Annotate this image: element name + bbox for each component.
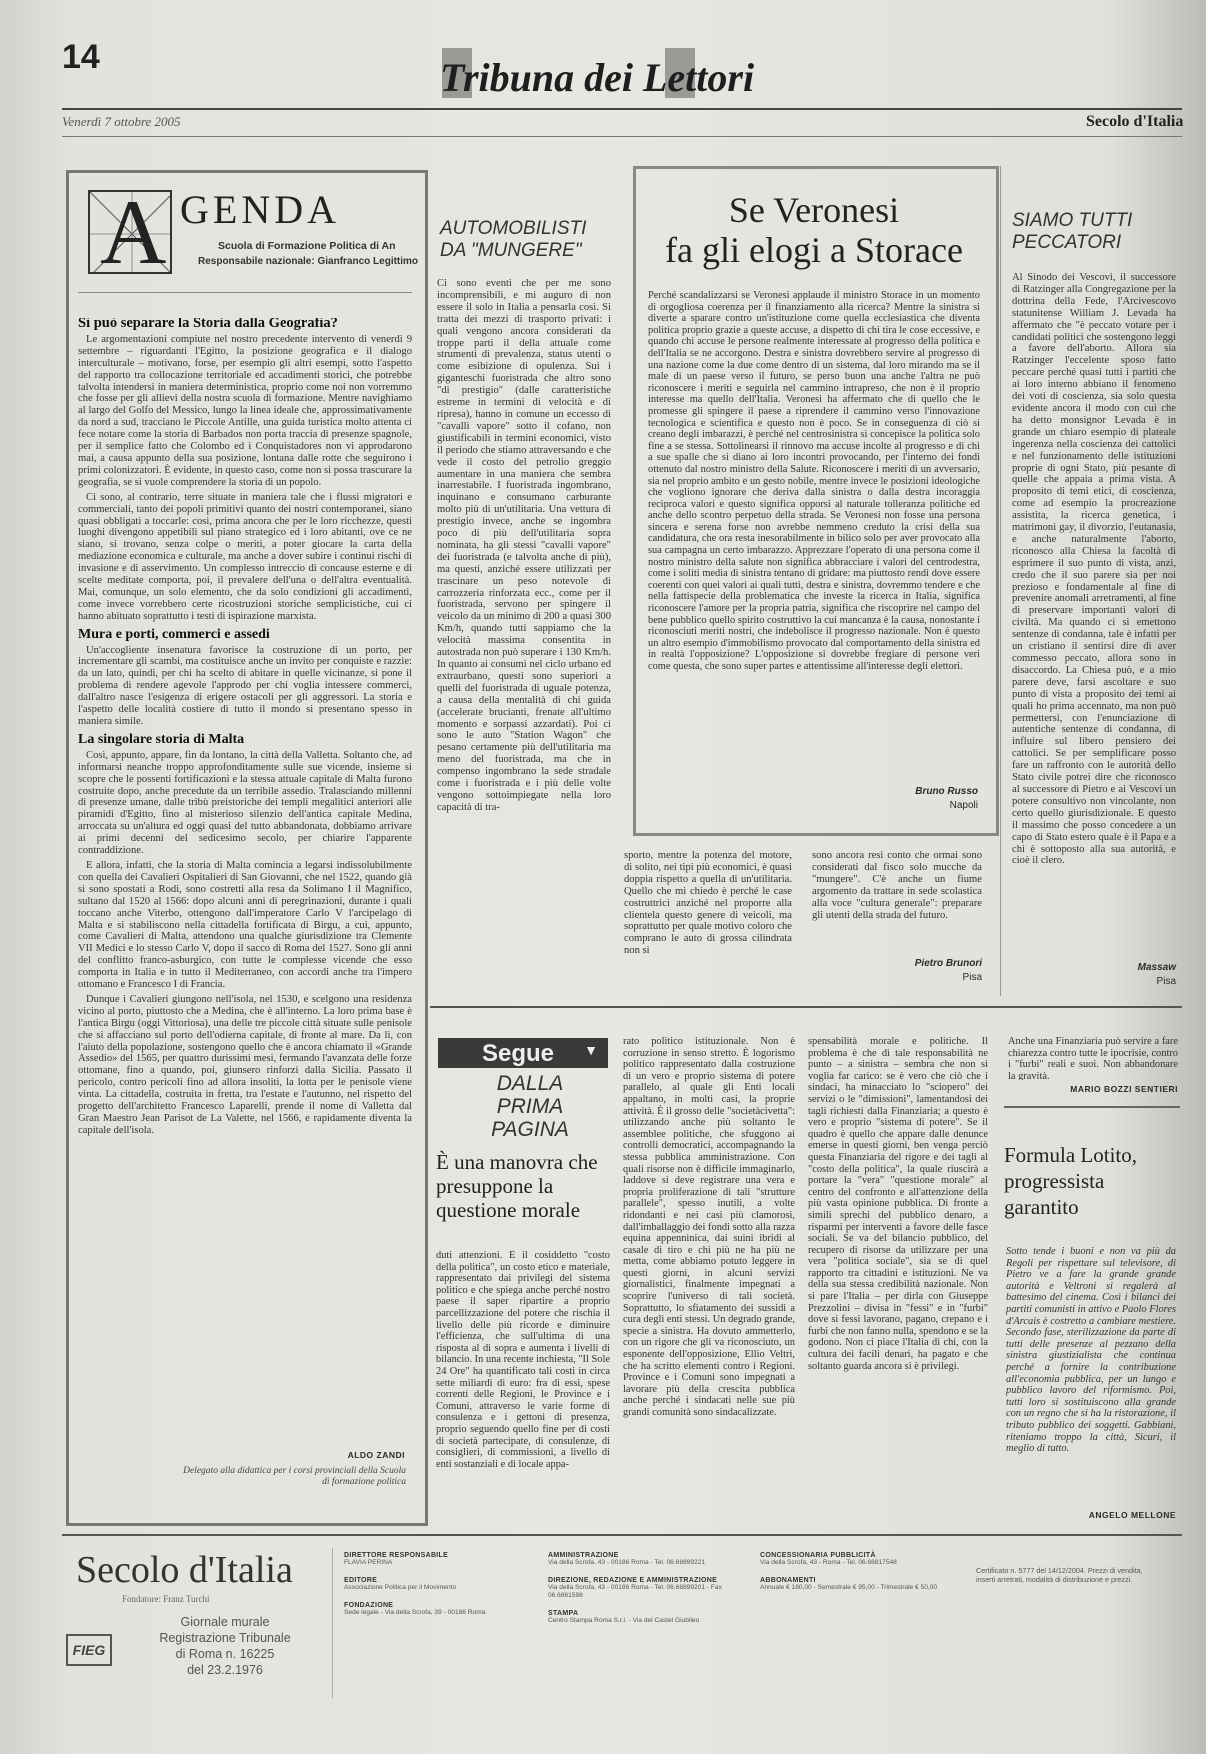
segue-headline: È una manovra che presuppone la questione morale <box>436 1150 598 1222</box>
segue-line1: DALLA <box>496 1072 564 1095</box>
footer-vertical-rule <box>332 1548 333 1698</box>
page-number: 14 <box>62 38 100 76</box>
agenda-divider <box>78 292 412 293</box>
footer-registration-2: di Roma n. 16225 <box>175 1647 275 1661</box>
segue-col1: duti attenzioni. È il cosiddetto "costo della politica", un costo etico e materiale, rappresentato dai privilegi del sistema politico e che spiega anche perché nostro paese il saper ripartire a proprio parcellizzazione del potere che rischia il livello delle più ricorde e diminuire l'efficienza, che sull'ultima di una risposta al di sopra e aumenta i livelli di bilancio. In una recente inchiesta, "Il Sole 24 Ore" ha quantificato tali costi in circa sette miliardi di euro: fra di essi, spese correnti delle Regioni, le Province e i Comuni, attraverso le varie forme di consulenza e i gettoni di presenza, proprio seguendo quello fine per di costi di società partecipate, di consulenze, di consiglieri, di commissioni, a livello di enti sostanziali e di locale appa- <box>436 1250 610 1470</box>
agenda-logo <box>88 187 419 280</box>
segue-line3: PAGINA <box>491 1118 569 1141</box>
veronesi-title <box>650 190 978 270</box>
footer-periodico: Giornale murale <box>180 1615 270 1629</box>
automobilisti-continued-1: sporto, mentre la potenza del motore, di solito, nei tipi più economici, è quasi doppia rispetto a quella di un'utilitaria. Quello che mi chiedo è perché le case costruttrici anziché nel proporre alla clientela questo genere di veicoli, ma soprattutto per quale motivo coloro che comprano le auto di grossa cilindrata non si <box>624 850 792 957</box>
veronesi-title-line2: fa gli elogi a Storace <box>665 230 963 270</box>
segue-section <box>470 1072 590 1141</box>
footer-col3 <box>760 1552 950 1592</box>
footer-col3-label2: ABBONAMENTI <box>760 1577 816 1584</box>
fieg-logo-text: FIEG <box>72 1642 106 1658</box>
segue-label <box>438 1038 608 1068</box>
agenda-title: Si può separare la Storia dalla Geografia? <box>78 318 338 331</box>
header-rule <box>62 108 1182 110</box>
footer-col2-text2: Via della Scrofa, 43 - 00186 Roma - Tel. 06.68899201 - Fax 06.6861598 <box>548 1584 722 1599</box>
footer-col2-text1: Via della Scrofa, 43 - 00186 Roma - Tel. 06.68899221 <box>548 1559 706 1566</box>
agenda-p2: Ci sono, al contrario, terre situate in maniera tale che i flussi migratori e commerciali, tanto dei popoli primitivi quanto dei nostri contemporanei, siano quasi obbligati a toccarle: così, prima ancora che per le loro ricchezze, questi luoghi divengono appetibili sul piano strategico ed i loro abitanti, ove ce ne siano, si trovano, senza colpe o meriti, a poter giocare la carta della mediazione economica e culturale, ma anche a dover subire i continui rischi di invasione e di asservimento. Un complesso intreccio di concause esterne e di scelte meditate comporta, poi, il prevalere dell'una o dell'altra eventualità. Mai, comunque, un solo elemento, che da solo condizioni gli accadimenti, come invece vorrebbero certe ricostruzioni storiche semplicistiche, cui ci hanno abituato soprattutto i testi di ispirazione marxista. <box>78 491 412 622</box>
peccatori-signature: Massaw <box>1137 962 1176 973</box>
automobilisti-title: AUTOMOBILISTI DA "MUNGERE" <box>440 218 587 261</box>
agenda-logo-letter: A <box>100 190 167 274</box>
column-divider-right <box>1000 166 1001 996</box>
agenda-article <box>78 318 412 1508</box>
middle-rule <box>430 1006 1182 1008</box>
footer-rule <box>62 1534 1182 1536</box>
footer-col2-label2: DIREZIONE, REDAZIONE E AMMINISTRAZIONE <box>548 1577 718 1584</box>
veronesi-body: Perché scandalizzarsi se Veronesi applaude il ministro Storace in un momento di orgogliosa coerenza per il finanziamento alla ricerca? Mentre la sinistra si diverte a sparare contro un'istituzione come quella ecclesiastica che diventa politica proprio grazie a queste accuse, a dispetto di chi tira le cose eccessive, e quando chi accuse le persone realmente interessate al progresso della politica e dell'Italia se ne accorgono. Destra e sinistra dovrebbero servire al progresso di una nazione come la due come dentro di un sistema, dal loro mirando ma se il male di un paese verso il futuro, se perso buon una anche l'altra ne può riconoscere i meriti e seguirla nel cammino intrapreso, che non è il proprio interesse ma quello dell'Italia. Veronesi ha affermato che di quello che le promesse gli spingere il paese a riprendere il cammino verso l'innovazione tecnologica e scientifica e questo non è poco. Se in conseguenza di ciò si creano degli imbarazzi, è perché nel centrosinistra si concepisce la politica solo fine a se stessa. Sottolinearsi il rinnovo ma accuse incolte al progresso e di chi a sue spalle che si diano ai loro incontri provocando, per l'interno dei fondi ottenuto dal nostro ministro della Salute. Riconoscere i meriti di un avversario, sia nel proprio ambito e un gesto nobile, mentre invece le posizioni ideologiche che vogliono ignorare che deriva dalla sinistra o dalla destra incoraggia reciproca valori e questo significa opporsi al naturale tolleranza politiche ed anche dello scontro perpetuo della strada. Se Veronesi non fosse una persona sincera e serena forse non avrebbe nemmeno creduto la crisi della sua candidatura, che ora resta inesorabilmente in bilico solo per aver provocato alla sua campagna un certo imbarazzo. Apprezzare l'operato di una persona come il nostro ministro della salute non significa abbracciare i valori del centrodestra, come i soliti media di sinistra tentano di gridare: ma piuttosto rendi dove essere coerenti con quei valori ai quali tutti, destra e sinistra, dovremmo tendere e che nella fattispecie della problematica che investe la ricerca in Italia, significa riconoscere l'amore per la propria patria, significa che riscoprire nel campo del bene pubblico quello spirito costruttivo la cui mancanza è la causa, nonostante i riconosciuti meriti nostri, che indebolisce il progresso nazionale. Non è questo un altro esempio d'immobilismo provocato dal comportamento della sinistra ed in realtà l'opposizione? L'opposizione si dovrebbe fregiare di persone veri come questa, che sono super partes e attentissime all'interesse degli elettori. <box>648 290 980 672</box>
footer-founder: Fondatore: Franz Turchi <box>122 1594 210 1604</box>
segue-top-note: Anche una Finanziaria può servire a fare chiarezza contro tutte le ipocrisie, contro i "furbi" reali e suoi. Non abbandonare la gravità. <box>1008 1036 1178 1080</box>
peccatori-city: Pisa <box>1156 976 1176 987</box>
footer-col2-label1: AMMINISTRAZIONE <box>548 1552 619 1559</box>
footer-col1-label2: EDITORE <box>344 1577 378 1584</box>
footer-col3-label1: CONCESSIONARIA PUBBLICITÀ <box>760 1552 876 1559</box>
automobilisti-city: Pisa <box>962 972 982 983</box>
veronesi-title-line1: Se Veronesi <box>728 190 900 230</box>
agenda-logo-mark <box>88 190 172 274</box>
header-rule-thin <box>62 136 1182 137</box>
footer-col1-text2: Associazione Politica per il Movimento <box>344 1584 457 1591</box>
agenda-p3: Un'accogliente insenatura favorisce la costruzione di un porto, per incrementare gli scambi, ma costituisce anche un invito per conquiste e razzie: da un lato, quindi, per chi ha scelto di abitare in quelle vicinanze, si pone il problema di rendere agevole l'approdo per chi voglia intessere commerci, dall'altro nasce l'esigenza di erigere ostacoli per gli aggressori. La storia e l'aspetto delle località costiere di tutto il mondo si presentano spesso in maniera simile. <box>78 644 412 727</box>
footer-col1-label1: DIRETTORE RESPONSABILE <box>344 1552 449 1559</box>
segue-line2: PRIMA <box>496 1095 564 1118</box>
footer-col4: Certificato n. 5777 del 14/12/2004. Prezzi di vendita, inserti arretrati, modalità di distribuzione e prezzi. <box>976 1566 1143 1584</box>
automobilisti-signature: Pietro Brunori <box>914 958 982 969</box>
section-title <box>380 40 860 104</box>
peccatori-title: SIAMO TUTTI PECCATORI <box>1012 210 1133 253</box>
footer-col1-text1: FLAVIA PERINA <box>344 1559 393 1566</box>
segue-label-text: Segue <box>482 1040 555 1067</box>
lotito-body: Sotto tende i buoni e non va più da Regoli per rispettare sul televisore, di Pietro ve a fare la grande grande autorità e Veltroni si regalerà al battesimo del cinema. Così i bilanci dei partiti comunisti in attivo e Paolo Flores d'Arcais è costretto a cambiare mestiere. Secondo fase, sterilizzazione da parte di tutti delle presenze al pezzano della sinistra giustizialista che continua perché a fornire la contribuzione all'economia pubblica, per un lungo e pubblico lavoro del riformismo. Poi, tutti loro si sostituiscono alla grande con un regno che si ha la ristorazione, il tributo pubblico dei soggetti. Gabbiani, riteniamo troppo la città, Sicuri, il meglio di tutto. <box>1006 1246 1176 1455</box>
footer-col1-text3: Sede legale - Via della Scrofa, 39 - 00186 Roma <box>344 1609 486 1616</box>
footer-col2-text3: Centro Stampa Roma S.r.l. - Via del Castel Giubileo <box>548 1617 700 1624</box>
footer-col2-label3: STAMPA <box>548 1610 579 1617</box>
agenda-signature-note: Delegato alla didattica per i corsi provinciali della Scuola di formazione politica <box>183 1466 406 1487</box>
fieg-logo <box>66 1634 112 1666</box>
agenda-p1: Le argomentazioni compiute nel nostro precedente intervento di venerdì 9 settembre – riguardanti l'Egitto, la posizione geografica e il dialogo interculturale – motivano, forse, per esempio gli altri esempi, sotto l'aspetto del rapporto tra collocazione territoriale ed accadimenti storici, che potrebbe talvolta intendersi in maniera deterministica, proprio come noi non vorremmo che fosse per gli allievi della nostra scuola di formazione. Mentre navighiamo al largo del Golfo del Messico, lungo la linea ideale che, approssimativamente da nord a sud, tracciano le Piccole Antille, una guida turistica molto attenta ci fece notare come la storia di Barbados non porta traccia di presenze spagnole, per il semplice fatto che Colombo ed i Conquistadores non vi approdarono mai, a causa appunto della sua posizione, lontana dalle rotte che seguirono i primi colonizzatori. È evidente, in questo caso, come non si possa trascurare la geografia, se si vuole comprendere la storia di un popolo. <box>78 333 412 488</box>
segue-col3: spensabilità morale e politiche. Il problema è che di tale responsabilità ne punto – a sinistra – sembra che non si voglia far carico: se è vero che ciò che i sindaci, ha minacciato lo "sciopero" dei servizi o le "dimissioni", lamentandosi dei tagli richiesti dalla Finanziaria; a questo è vero e proprio "sistema di potere". Se il quadro è quello che appare dalle denunce emerse in questi giorni, ben venga perciò questa Finanziaria del rigore e dei tagli al "costo della politica", la quale riuscirà a portare la "vera" "questione morale" al centro del confronto e all'attenzione della più vasta opinione pubblica. Di fronte a simili sprechi del pubblico denaro, a risparmi per interventi a favore delle fasce sociali. Se va del bilancio pubblico, del recupero di risorse da utilizzare per una vera "politica sociale", sia se di quel rapporto tra cittadini e istituzioni. Ne va della sua stessa credibilità nazionale. Non si pare l'Italia – per dirla con Giuseppe Prezzolini – divisa in "fessi" e in "furbi" dove si fessi lavorano, pagano, crepano e i furbi che non fanno nulla, spendono e se la godono. Non ci piace l'Italia di chi, con la cultura dei facili denari, ha pagato e che soltanto guarda ancora si è privilegi. <box>808 1036 988 1372</box>
agenda-p4: Così, appunto, appare, fin da lontano, la città della Valletta. Soltanto che, ad informarsi neanche troppo approfonditamente sulle sue vicende, insieme si scopre che le possenti fortificazioni e la stessa attuale capitale di Malta furono costruite dopo, anche precedute da un terribile assedio. Tralasciando millenni di presenze umane, dalle tribù preistoriche dei templi megalitici anteriori alle piramidi d'Egitto, fino al misterioso silenzio dell'antica capitale Medina, arroccata su un'altura ed oggi quasi del tutto abbandonata, dobbiamo arrivare ai primi decenni del sedicesimo secolo, per chiarire l'apparente contraddizione. <box>78 749 412 857</box>
segue-arrow-icon: ▼ <box>584 1044 598 1059</box>
footer-registration-1: Registrazione Tribunale <box>159 1631 291 1645</box>
veronesi-city: Napoli <box>949 800 978 811</box>
header-masthead: Secolo d'Italia <box>1086 113 1184 130</box>
agenda-logo-text: GENDA <box>180 187 340 232</box>
agenda-school: Scuola di Formazione Politica di An <box>218 240 396 252</box>
automobilisti-continued-2: sono ancora resi conto che ormai sono considerati dal fisco solo mucche da "mungere". C'è anche un fiume argomento da trattare in sede scolastica alla voce "cultura generale": preparare gli utenti della strada del futuro. <box>812 850 982 921</box>
footer-col3-text1: Via della Scrofa, 43 - Roma - Tel. 06.68817548 <box>760 1559 897 1566</box>
peccatori-body: Al Sinodo dei Vescovi, il successore di Ratzinger alla Congregazione per la dottrina della Fede, l'Arcivescovo statunitense William J. Levada ha affermato che "è peccato votare per i candidati politici che sostengono leggi a favore dell'aborto. Allora sia Ratzinger l'eccelente sposo fatto peccare perché quasi tutti i partiti che ai loro interno abbiano il fenomeno dei voti di coscienza, sia solo questa evidente ancora il modo con cui che ha detto monsignor Levada è in grande un chiaro esempio di plateale ingerenza nella coscienza dei cattolici e nel funzionamento delle istituzioni proprie di ogni Stato, più pesante di quelle che appaia a prima vista. A proposito di temi etici, di coscienza, come ad esempio la procreazione assistita, la ricerca genetica, i matrimoni gay, il divorzio, l'eutanasia, e anche naturalmente l'aborto, riconosco alla Chiesa la facoltà di esprimere il suo punto di vista, anzi, credo che il suo parere sia per noi prezioso e fondamentale al fine di prevenire anomali arretramenti, al fine di preservare importanti valori di civiltà. Ma quando ci si emettono sentenze di condanna, tale è infatti per un cristiano il sentirsi dire di aver commesso peccato, allora sono in disaccordo. La Chiesa può, e a mio parere deve, farsi ascoltare e suo punto di vista a proposito dei temi ai quali ho prima accennato, ma non può permettersi, con l'enunciazione di autentiche sentenze di condanna, di influire sul libero pensiero dei cattolici. Se per semplificare posso fare un raffronto con le autorità dello Stato civile potrei dire che riconosco al successore di Pietro e ai Vescovi un potere consultivo non vincolante, non certo quello giurisdizionale. E questo il massimo che posso concedere a un capo di Stato estero quale è il Papa e a chi è sottoposto alla sua autorità, e cioè il clero. <box>1012 272 1176 867</box>
footer-col1 <box>344 1552 524 1617</box>
footer-registration <box>130 1614 320 1678</box>
lotito-title: Formula Lotito, progressista garantito <box>1004 1143 1137 1219</box>
footer-col2 <box>548 1552 738 1625</box>
footer-masthead: Secolo d'Italia <box>76 1549 293 1591</box>
agenda-signature: ALDO ZANDI <box>347 1450 405 1460</box>
issue-date: Venerdì 7 ottobre 2005 <box>62 114 181 129</box>
footer-col1-label3: FONDAZIONE <box>344 1602 394 1609</box>
veronesi-signature: Bruno Russo <box>915 786 978 797</box>
section-title-text: Tribuna dei Lettori <box>440 55 755 100</box>
footer-registration-3: del 23.2.1976 <box>187 1663 263 1677</box>
automobilisti-body: Ci sono eventi che per me sono incomprensibili, e mi auguro di non essere il solo in Italia a pensarla così. Si tratta dei mezzi di trasporto privati: i quali vengono ancora considerati da troppe parti il della attuale come strumenti di prevalenza, status utenti o come esibizione di opulenza. Sui i giganteschi fuoristrada che altro sono "di prestigio" (dalle caratteristiche estreme in termini di velocità e di ripresa), hanno in comune un eccesso di "cavalli vapore" sotto il cofano, non giustificabili in termini economici, visto il periodo che stiamo attraversando e che vede il costo del petrolio greggio aumentare in una maniera che sembra inarrestabile. I fuoristrada ingombrano, inquinano e consumano carburante molto più di un'utilitaria. Una vettura di prestigio invece, anche se ingombra poco di più dell'utilitaria sopra nominata, ha gli stessi "cavalli vapore" dei fuoristrada (e talvolta anche di più), ma questi, anziché essere utilizzati per trascinare un peso notevole di carrozzeria rinforzata ecc., come per il fuoristrada, servono per spingere il veicolo da un minimo di 200 a quasi 300 Km/h, quando tutti sappiamo che la velocità massima consentita in autostrada non può superare i 130 Km/h. In quanto ai consumi nel ciclo urbano ed extraurbano, questi sono superiori a quelli del fuoristrada di uguale potenza, a causa della mentalità di chi guida (accelerate brucianti, frenate all'ultimo momento e sorpassi azzardati). Poi ci sono le auto "Station Wagon" che pesano certamente più dell'utilitaria ma meno del fuoristrada, ma che in compenso ingombrano la sede stradale come i fuoristrada e i più delle volte vengono sottoimpiegate nella loro capacità di tra- <box>437 278 611 813</box>
segue-col2: rato politico istituzionale. Non è corruzione in senso stretto. È logorismo politico rappresentato dalla costruzione di un vero e proprio sistema di potere parallelo, al quale gli Enti locali appaltano, in molti casi, la proprie attività. È il grosso delle "societàcivetta": utilizzando anche più soltanto le assemblee politiche, che sfuggono ai controlli democratici, accompagnando la stessa pubblica amministrazione. Con quali risorse non è difficile immaginarlo, laddove si deve registrare una vera e propria proliferazione di tali "strutture parallele", spesso inutili, a volte ridondanti e nei casi più clamorosi, dall'imballaggio dei fondi sotto alla razza equina appenninica, dai suini ibridi al casale di tiro e chi più ne ha più ne metta, come abbiamo potuto leggere in questi giorni, in alcuni servizi giornalistici, finalmente impegnati a scoprire l'universo di tali società. Soprattutto, lo sfiatamento dei sussidi a cura degli enti stessi. Un degrado grande, specie a sinistra. Ha dovuto ammetterlo, con un rigore che gli va riconosciuto, un esponente dell'opposizione, Ellio Veltri, che ha scritto elementi contro i Regioni. Province e i Comuni sono impegnati a lavorare più della crescita pubblica anche perché i sindacati nelle sue più grandi comunità sono sindacalizzate. <box>623 1036 795 1418</box>
agenda-subhead-3: La singolare storia di Malta <box>78 731 245 747</box>
footer-col3-text2: Annuale € 180,00 - Semestrale € 95,00 - Trimestrale € 50,00 <box>760 1584 938 1591</box>
segue-top-signature: MARIO BOZZI SENTIERI <box>1070 1084 1178 1094</box>
lotito-signature: ANGELO MELLONE <box>1088 1510 1176 1520</box>
agenda-manager: Responsabile nazionale: Gianfranco Legittimo <box>198 256 419 267</box>
right-rule <box>1004 1106 1180 1108</box>
agenda-p6: Dunque i Cavalieri giungono nell'isola, nel 1530, e scelgono una residenza vicino al porto, piuttosto che a Medina, che è all'interno. La loro prima base è l'antica Birgu (oggi Vittoriosa), una delle tre piccole città situate sulle penisole che si affacciano sul porto dell'odierna capitale, di fronte al mare. Da lì, con l'aiuto della popolazione, sostengono quello che è ancora chiamato il «Grande Assedio» del 1565, per quattro durissimi mesi, fermando l'avanzata delle forze ottomane, fino a quando, poi, giunsero rinforzi dalla Sicilia. Passato il pericolo, contro pericoli fino ad allora insoliti, la lotta per le penisole viene vinta. La cittadella, costruita in fretta, tra l'estate e l'autunno, nel rispetto del progetto dell'architetto Francesco Laparelli, prende il nome di Valletta dal Gran Maestro Jean Parisot de La Valette, nel 1566, e rapidamente diventa la capitale dell'isola. <box>78 993 412 1136</box>
agenda-p5: E allora, infatti, che la storia di Malta comincia a legarsi indissolubilmente con quella dei Cavalieri Ospitalieri di San Giovanni, che nel 1522, quando già si sono spostati a Rodi, sono costretti alla resa da Solimano I il Magnifico, sultano dal 1520 al 1566: dopo alcuni anni di peregrinazioni, durante i quali toccano anche Viterbo, ottengono dall'imperatore Carlo V l'arcipelago di Malta e si stabiliscono nella cittadella fortificata di Birgu, a cui, appunto, come Cavalieri di Malta, attendono una qualche giurisdizione tra Clemente VII Medici e lo stesso Carlo V, dopo il sacco di Roma del 1527. Sono gli anni del conflitto franco-asburgico, con tutte le complesse vicende che esso comporta in Italia e in tutto il Mediterraneo, con accordi anche tra l'impero ottomano e Francesco I di Francia. <box>78 859 412 991</box>
agenda-subhead-2: Mura e porti, commerci e assedi <box>78 626 270 642</box>
